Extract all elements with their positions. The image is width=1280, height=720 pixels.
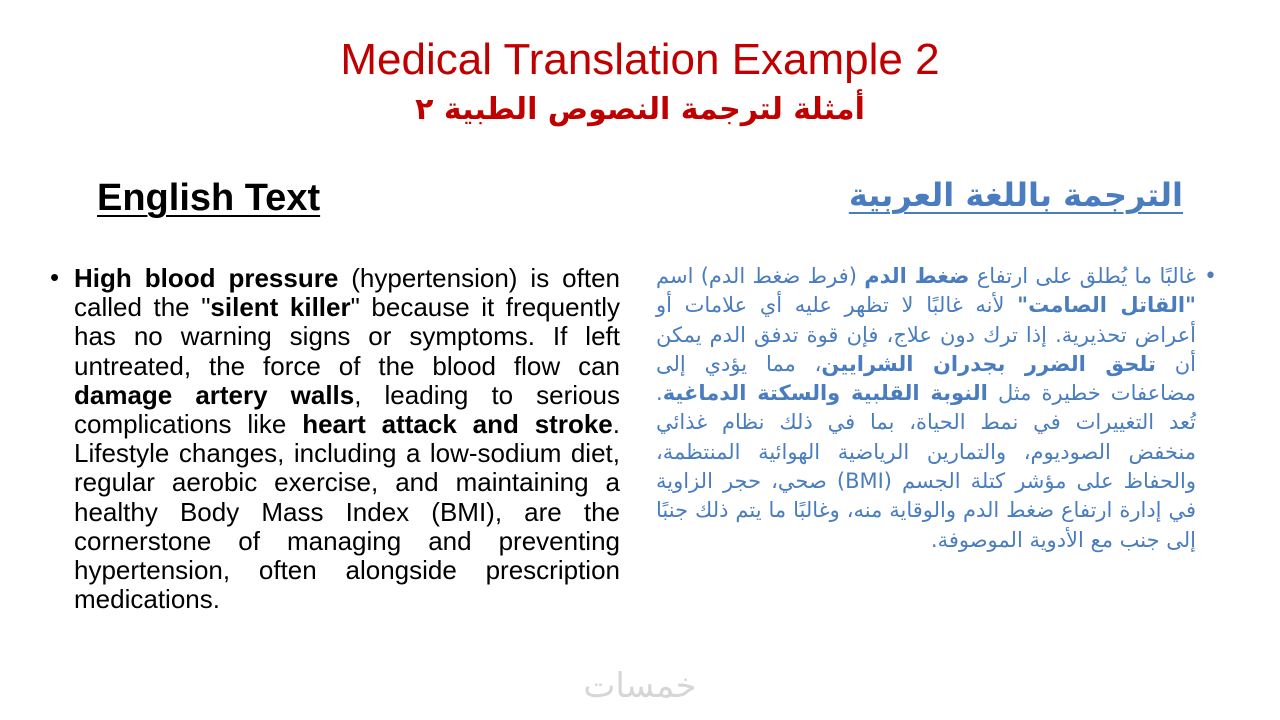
english-bullet-icon: • [50, 262, 60, 292]
arabic-text-span: غالبًا ما يُطلق على ارتفاع [969, 264, 1196, 288]
arabic-translation-heading: الترجمة باللغة العربية [848, 176, 1183, 214]
arabic-text-span: ، مما يؤدي إلى مضاعفات خطيرة مثل [656, 351, 1196, 406]
arabic-paragraph [656, 262, 1196, 555]
khamsat-watermark-logo: خمسات [583, 666, 697, 706]
english-text-span: . Lifestyle changes, including a low-sodium diet, regular aerobic exercise, and maintaining a healthy Body Mass Index (BMI), are the cornerstone of managing and preventing hypertension, often alongside prescription medications. [74, 409, 620, 615]
english-bold-term: damage artery walls [74, 379, 355, 410]
slide-title-arabic: أمثلة لترجمة النصوص الطبية ٢ [415, 92, 865, 127]
arabic-text-span: . تُعد التغييرات في نمط الحياة، بما في ذلك نظام غذائي منخفض الصوديوم، والتمارين الرياضية الهوائية المنتظمة، والحفاظ على مؤشر كتلة الجسم (BMI) صحي، حجر الزاوية في إدارة ارتفاع ضغط الدم والوقاية منه، وغالبًا ما يتم ذلك جنبًا إلى جنب مع الأدوية الموصوفة. [656, 381, 1196, 552]
english-text-heading: English Text [97, 177, 321, 219]
arabic-bold-term: "القاتل الصامت" [1017, 293, 1196, 318]
arabic-bullet-icon: • [1204, 264, 1217, 289]
arabic-bold-term: النوبة القلبية والسكتة الدماغية [662, 381, 988, 406]
arabic-bold-term: تلحق الضرر بجدران الشرايين [821, 351, 1156, 376]
arabic-bold-term: ضغط الدم [864, 264, 970, 288]
arabic-text-span: لأنه غالبًا لا تظهر عليه أي علامات أو أعراض تحذيرية. إذا ترك دون علاج، فإن قوة تدفق الدم يمكن أن [656, 293, 1196, 376]
english-bold-term: heart attack and stroke [302, 409, 613, 440]
english-text-span: " because it frequently has no warning signs or symptoms. If left untreated, the force of the blood flow can [74, 292, 620, 381]
english-text-span: (hypertension) is often called the " [74, 263, 620, 323]
slide-title-english: Medical Translation Example 2 [340, 35, 940, 84]
english-bold-term: silent killer [210, 292, 351, 323]
english-bold-term: High blood pressure [74, 263, 339, 293]
arabic-text-span: (فرط ضغط الدم) اسم [656, 264, 865, 288]
english-text-span: , leading to serious complications like [74, 379, 620, 440]
english-paragraph [74, 264, 620, 614]
